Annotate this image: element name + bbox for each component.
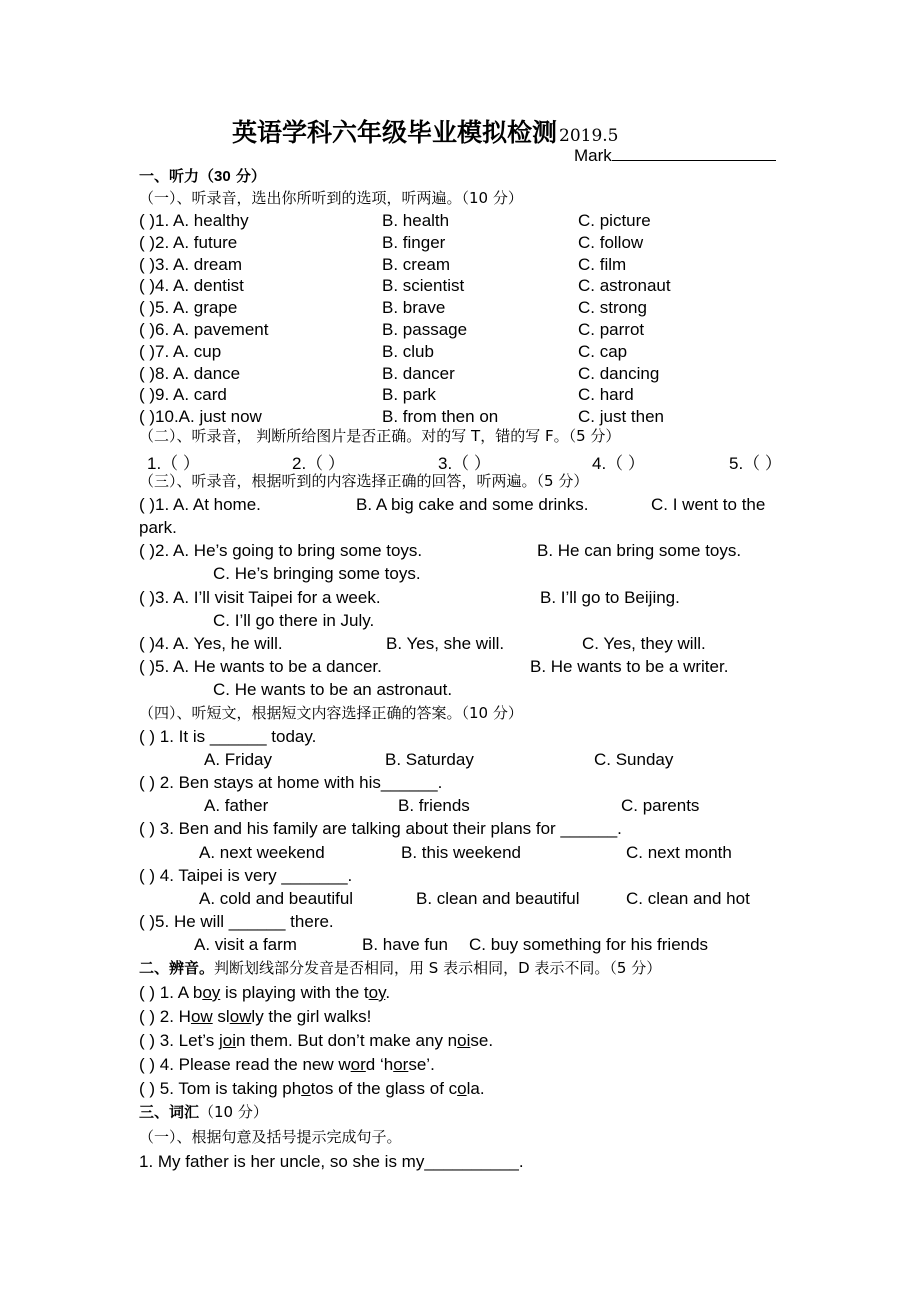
part1-item-b: B. brave	[382, 298, 446, 317]
part2-answer-2[interactable]: 2.（ ）	[292, 454, 345, 473]
section3-heading	[139, 1102, 268, 1123]
part4-q4-b: B. clean and beautiful	[416, 889, 580, 908]
part1-item-a: ( )2. A. future	[139, 233, 238, 252]
part4-q3-b: B. this weekend	[401, 843, 522, 862]
page-title	[232, 113, 752, 149]
section1-heading-suffix: 分）	[230, 167, 266, 185]
section1-heading-prefix: 一、听力（	[139, 167, 215, 185]
phonics-text: d ‘h	[365, 1055, 394, 1074]
part1-item-b: B. health	[382, 211, 450, 230]
phonics-text: sl	[212, 1007, 230, 1026]
underlined-sound: ow	[229, 1007, 252, 1026]
part4-q4-a: A. cold and beautiful	[199, 889, 354, 908]
part4-q1-c: C. Sunday	[594, 750, 674, 769]
underlined-sound: o	[457, 1079, 467, 1098]
part4-q1: ( ) 1. It is ______ today.	[139, 727, 317, 746]
part1-item-b: B. scientist	[382, 276, 465, 295]
phonics-text: ( ) 1. A b	[139, 983, 203, 1002]
part1-item-a: ( )6. A. pavement	[139, 320, 269, 339]
part1-item-c: C. strong	[578, 298, 647, 317]
part2-heading: （二）、听录音， 判断所给图片是否正确。对的写 T，错的写 F。（5 分）	[139, 427, 621, 445]
part1-item-c: C. film	[578, 255, 627, 274]
title-text: 英语学科六年级毕业模拟检测	[232, 118, 558, 147]
phonics-text: tos of the glass of c	[310, 1079, 458, 1098]
section1-heading-score: 30	[214, 168, 231, 185]
part3-q4-c: C. Yes, they will.	[582, 634, 706, 653]
section3-part1-heading: （一）、根据句意及括号提示完成句子。	[139, 1128, 402, 1146]
part1-item-a: ( )9. A. card	[139, 385, 227, 404]
part1-item-c: C. astronaut	[578, 276, 671, 295]
part3-q5-c: C. He wants to be an astronaut.	[213, 680, 453, 699]
underlined-sound: or	[393, 1055, 409, 1074]
phonics-item	[139, 1007, 371, 1027]
part3-q4-b: B. Yes, she will.	[386, 634, 505, 653]
part1-item-b: B. park	[382, 385, 436, 404]
part1-item-a: ( )5. A. grape	[139, 298, 238, 317]
underlined-sound: o	[301, 1079, 311, 1098]
part4-q5-a: A. visit a farm	[194, 935, 297, 954]
part1-item-c: C. dancing	[578, 364, 660, 383]
underlined-sound: oi	[457, 1031, 471, 1050]
section1-heading	[139, 166, 266, 187]
section3-q1: 1. My father is her uncle, so she is my__________.	[139, 1152, 524, 1171]
section2-heading	[139, 958, 661, 979]
part2-answer-4[interactable]: 4.（ ）	[592, 454, 645, 473]
part2-answer-1[interactable]: 1.（ ）	[147, 454, 200, 473]
title-year: 2019.5	[559, 126, 619, 146]
phonics-text: ly the girl walks!	[251, 1007, 372, 1026]
phonics-text: is playing with the t	[220, 983, 369, 1002]
part4-q5-b: B. have fun	[362, 935, 449, 954]
phonics-text: la.	[466, 1079, 485, 1098]
part3-q2-c: C. He’s bringing some toys.	[213, 564, 421, 583]
part3-q1-c-cont: park.	[139, 518, 177, 537]
mark-field	[574, 146, 776, 166]
part3-q5-b: B. He wants to be a writer.	[530, 657, 729, 676]
part1-item-c: C. hard	[578, 385, 634, 404]
part1-item-b: B. cream	[382, 255, 451, 274]
part2-answer-5[interactable]: 5.（ ）	[729, 454, 782, 473]
phonics-text: ( ) 3. Let’s j	[139, 1031, 223, 1050]
part1-item-a: ( )3. A. dream	[139, 255, 242, 274]
part4-q1-b: B. Saturday	[385, 750, 474, 769]
part4-q5-c: C. buy something for his friends	[469, 935, 709, 954]
underlined-sound: oy	[368, 983, 386, 1002]
part4-q3: ( ) 3. Ben and his family are talking about their plans for ______.	[139, 819, 622, 838]
part1-item-c: C. parrot	[578, 320, 645, 339]
part4-q3-c: C. next month	[626, 843, 732, 862]
phonics-text: n them. But don’t make any n	[236, 1031, 458, 1050]
phonics-text: ( ) 2. H	[139, 1007, 191, 1026]
part4-q1-a: A. Friday	[204, 750, 273, 769]
part3-q2: ( )2. A. He’s going to bring some toys.	[139, 541, 423, 560]
phonics-text: se.	[470, 1031, 494, 1050]
underlined-sound: oi	[222, 1031, 237, 1050]
part1-item-b: B. dancer	[382, 364, 455, 383]
section3-heading-bold: 三、词汇	[139, 1103, 200, 1121]
phonics-text: .	[385, 983, 391, 1002]
part1-item-c: C. picture	[578, 211, 651, 230]
part4-heading: （四）、听短文，根据短文内容选择正确的答案。（10 分）	[139, 704, 523, 722]
phonics-item	[139, 983, 390, 1003]
phonics-text: ( ) 4. Please read the new w	[139, 1055, 351, 1074]
part3-q1-c: C. I went to the	[651, 495, 766, 514]
mark-label: Mark	[574, 146, 612, 165]
underlined-sound: or	[350, 1055, 366, 1074]
part1-item-c: C. just then	[578, 407, 664, 426]
section2-heading-rest: 判断划线部分发音是否相同，用 S 表示相同，D 表示不同。（5 分）	[214, 959, 662, 977]
part3-q2-b: B. He can bring some toys.	[537, 541, 742, 560]
part4-q4: ( ) 4. Taipei is very _______.	[139, 866, 353, 885]
part4-q5: ( )5. He will ______ there.	[139, 912, 334, 931]
part1-item-b: B. from then on	[382, 407, 499, 426]
part3-q4: ( )4. A. Yes, he will.	[139, 634, 283, 653]
part1-item-a: ( )10.A. just now	[139, 407, 262, 426]
part4-q2-b: B. friends	[398, 796, 470, 815]
part1-item-b: B. finger	[382, 233, 446, 252]
part3-heading: （三）、听录音，根据听到的内容选择正确的回答，听两遍。（5 分）	[139, 472, 589, 490]
section2-heading-bold: 二、辨音。	[139, 959, 215, 977]
part3-q3-c: C. I’ll go there in July.	[213, 611, 375, 630]
underlined-sound: oy	[202, 983, 221, 1002]
part2-answer-3[interactable]: 3.（ ）	[438, 454, 491, 473]
part1-item-a: ( )1. A. healthy	[139, 211, 249, 230]
part1-item-c: C. follow	[578, 233, 644, 252]
phonics-text: ( ) 5. Tom is taking ph	[139, 1079, 302, 1098]
mark-blank[interactable]	[612, 146, 776, 161]
part4-q2-c: C. parents	[621, 796, 700, 815]
part3-q3: ( )3. A. I’ll visit Taipei for a week.	[139, 588, 381, 607]
part4-q4-c: C. clean and hot	[626, 889, 750, 908]
part3-q1-b: B. A big cake and some drinks.	[356, 495, 589, 514]
underlined-sound: ow	[190, 1007, 213, 1026]
part1-item-b: B. passage	[382, 320, 468, 339]
part4-q2-a: A. father	[204, 796, 269, 815]
phonics-item	[139, 1079, 485, 1099]
part4-q3-a: A. next weekend	[199, 843, 325, 862]
section3-heading-rest: （10 分）	[199, 1103, 268, 1121]
part3-q3-b: B. I’ll go to Beijing.	[540, 588, 680, 607]
part3-q5: ( )5. A. He wants to be a dancer.	[139, 657, 382, 676]
phonics-item	[139, 1055, 435, 1075]
part1-item-a: ( )8. A. dance	[139, 364, 241, 383]
part1-item-c: C. cap	[578, 342, 628, 361]
part1-item-a: ( )4. A. dentist	[139, 276, 244, 295]
part1-item-b: B. club	[382, 342, 434, 361]
phonics-item	[139, 1031, 493, 1051]
part3-q1: ( )1. A. At home.	[139, 495, 261, 514]
part1-item-a: ( )7. A. cup	[139, 342, 222, 361]
phonics-text: se’.	[408, 1055, 435, 1074]
part4-q2: ( ) 2. Ben stays at home with his______.	[139, 773, 443, 792]
part1-heading: （一）、听录音，选出你所听到的选项，听两遍。（10 分）	[139, 189, 523, 207]
